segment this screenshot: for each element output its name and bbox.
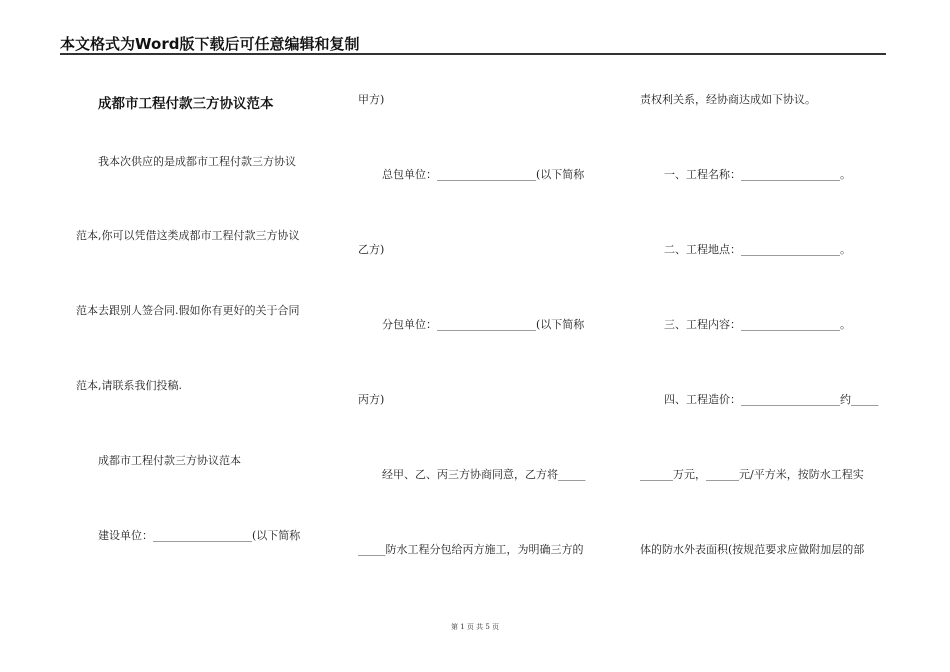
body-line: 分包单位：__________________(以下简称 (382, 318, 585, 331)
body-line: 甲方) (358, 93, 385, 106)
body-line: 体的防水外表面积(按规范要求应做附加层的部 (640, 543, 865, 556)
body-line: 丙方) (358, 393, 385, 406)
text-column-2 (358, 0, 608, 672)
body-line: 二、工程地点：__________________。 (664, 243, 851, 256)
body-line: 四、工程造价：__________________约_____ (664, 393, 879, 406)
body-line: 经甲、乙、丙三方协商同意，乙方将_____ (382, 468, 586, 481)
text-column-1 (76, 0, 326, 672)
body-line: ______万元，______元/平方米，按防水工程实 (640, 468, 864, 481)
body-line: 乙方) (358, 243, 385, 256)
body-line: 建设单位：__________________(以下简称 (98, 529, 301, 542)
body-line: _____防水工程分包给丙方施工，为明确三方的 (358, 543, 584, 556)
body-line: 范本,你可以凭借这类成都市工程付款三方协议 (76, 229, 300, 242)
body-line: 责权利关系，经协商达成如下协议。 (640, 93, 816, 106)
body-line: 范本去跟别人签合同.假如你有更好的关于合同 (76, 304, 300, 317)
body-line: 范本,请联系我们投稿. (76, 379, 182, 392)
body-line: 成都市工程付款三方协议范本 (98, 454, 241, 467)
page-number: 第 1 页 共 5 页 (450, 623, 500, 631)
body-line: 总包单位：__________________(以下简称 (382, 168, 585, 181)
text-column-3 (640, 0, 890, 672)
header-notice: 本文格式为Word版下载后可任意编辑和复制 (60, 35, 360, 53)
document-title: 成都市工程付款三方协议范本 (98, 96, 274, 112)
body-line: 三、工程内容：__________________。 (664, 318, 851, 331)
body-line: 一、工程名称：__________________。 (664, 168, 851, 181)
body-line: 我本次供应的是成都市工程付款三方协议 (98, 155, 296, 168)
